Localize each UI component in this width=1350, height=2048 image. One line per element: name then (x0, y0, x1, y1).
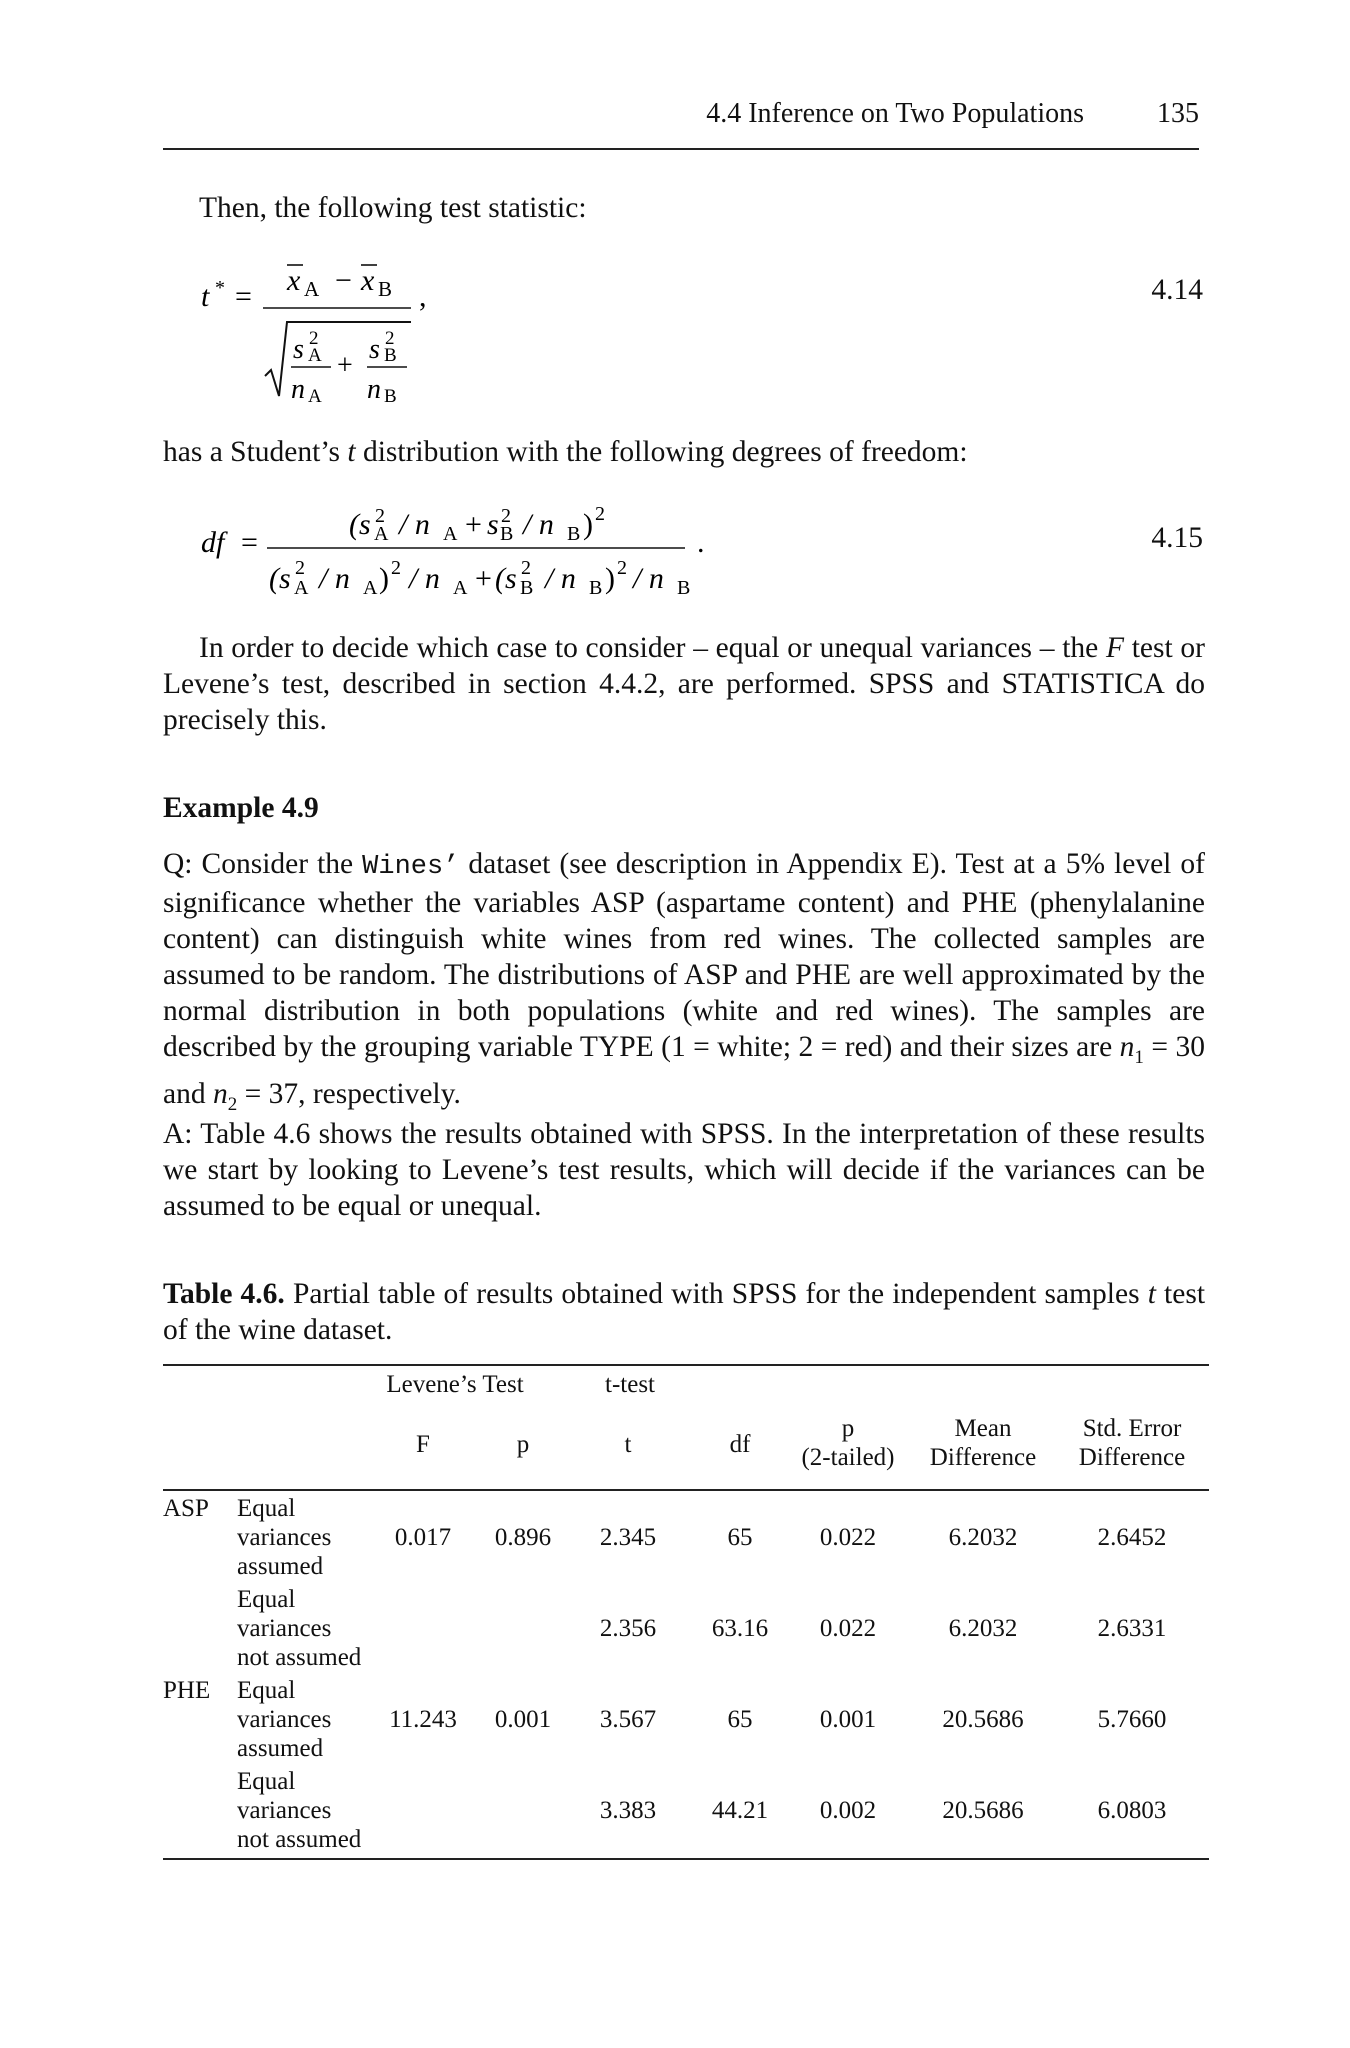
cell-md: 20.5686 (942, 1797, 1024, 1824)
cell-t: 2.345 (599, 1524, 657, 1551)
n1-symbol: n (1119, 1031, 1135, 1063)
svg-text:): ) (583, 508, 593, 541)
svg-text:B: B (567, 523, 581, 545)
equation-4-15 (163, 496, 1203, 606)
eq-equals: = (235, 280, 252, 313)
den-nA-sub: A (308, 386, 322, 407)
den-nA: n (291, 374, 305, 405)
svg-text:A: A (294, 577, 309, 599)
den-sB: s (369, 334, 380, 365)
header-p2tailed (788, 1414, 908, 1472)
svg-text:2: 2 (617, 557, 627, 579)
cond-asp-unequal (237, 1585, 377, 1672)
cell-t: 3.383 (599, 1797, 657, 1824)
num-minus: − (335, 264, 352, 297)
q-prefix: Q: Consider the (163, 848, 363, 880)
cell-md: 6.2032 (948, 1524, 1018, 1551)
svg-text:): ) (379, 562, 389, 595)
header-md-line1: Mean (954, 1415, 1012, 1442)
cond-line: not assumed (237, 1826, 362, 1853)
cell-F: 11.243 (389, 1706, 457, 1733)
den-nB: n (367, 374, 381, 405)
cond-line: variances (237, 1706, 332, 1733)
q-text: dataset (see description in Appendix E). Test at a 5% level of significance whether the variables ASP (aspartame content) and PHE (phenylalanine content) can distinguish white wines from red wines. The collected samples are assumed to be random. The distributions of ASP and PHE are well approximated by the normal distribution in both populations (white and red wines). The samples are described by the grouping variable TYPE (1 = white; 2 = red) and their sizes are (163, 848, 1205, 1063)
df-equals: = (241, 526, 258, 559)
cell-p2: 0.001 (819, 1706, 877, 1733)
caption-t: t (1147, 1278, 1156, 1310)
df-text-t: t (347, 436, 356, 468)
df-paragraph (163, 434, 1205, 470)
cond-phe-equal (237, 1676, 377, 1763)
table-caption (163, 1276, 1205, 1348)
den-sB-sub: B (384, 345, 397, 366)
caption-text: Partial table of results obtained with SPSS for the independent samples (284, 1278, 1148, 1310)
cell-se: 2.6331 (1097, 1615, 1167, 1642)
cell-md: 6.2032 (948, 1615, 1018, 1642)
cell-t: 3.567 (599, 1706, 657, 1733)
caption-end: test of the wine dataset. (163, 1278, 1206, 1346)
svg-text:): ) (605, 562, 615, 595)
svg-text:(s: (s (495, 562, 517, 595)
cond-line: variances (237, 1615, 332, 1642)
cond-line: variances (237, 1524, 332, 1551)
cond-line: variances (237, 1797, 332, 1824)
svg-text:B: B (500, 523, 514, 545)
svg-text:(s: (s (349, 508, 371, 541)
svg-text:A: A (363, 577, 378, 599)
cell-p2: 0.022 (819, 1615, 877, 1642)
cell-p2: 0.002 (819, 1797, 877, 1824)
df-formula (163, 496, 723, 606)
n1-value: = 30 and (163, 1031, 1205, 1110)
section-title: 4.4 Inference on Two Populations (706, 98, 1084, 129)
table-top-rule (163, 1364, 1209, 1366)
cell-se: 6.0803 (1097, 1797, 1167, 1824)
den-plus: + (337, 350, 353, 381)
var-phe: PHE (163, 1677, 211, 1704)
header-se-line2: Difference (1078, 1444, 1186, 1471)
header-md-line2: Difference (929, 1444, 1037, 1471)
cell-F: 0.017 (394, 1524, 452, 1551)
t-statistic-formula (163, 250, 663, 410)
cond-phe-unequal (237, 1767, 377, 1854)
cell-p2: 0.022 (819, 1524, 877, 1551)
header-df: df (729, 1431, 751, 1458)
cell-df: 65 (727, 1524, 753, 1551)
table-bottom-rule (163, 1858, 1209, 1860)
equation-number-4-15: 4.15 (1151, 522, 1203, 554)
cond-line: Equal (237, 1768, 296, 1795)
running-header (163, 98, 1199, 138)
den-nB-sub: B (384, 386, 397, 407)
svg-text:/ n: / n (319, 562, 350, 595)
svg-text:/ n: / n (545, 562, 576, 595)
table-header-rule (163, 1489, 1209, 1491)
svg-text:B: B (520, 577, 534, 599)
cell-se: 5.7660 (1097, 1706, 1167, 1733)
svg-text:+: + (475, 562, 492, 595)
equation-4-14 (163, 250, 1203, 410)
cond-asp-equal (237, 1494, 377, 1581)
den-sB-sq: 2 (385, 328, 395, 349)
var-asp: ASP (163, 1495, 209, 1522)
header-p2-line1: p (841, 1415, 855, 1442)
decide-text-b: test or Levene’s test, described in section 4.4.2, are performed. SPSS and STATISTICA do precisely this. (163, 632, 1205, 736)
n1-subscript: 1 (1134, 1046, 1144, 1068)
num-xA: x (287, 264, 301, 297)
df-period: . (697, 526, 705, 559)
cell-df: 63.16 (711, 1615, 769, 1642)
n2-value: = 37, respectively. (237, 1077, 461, 1110)
eq-lhs: t (201, 280, 210, 313)
header-se-line1: Std. Error (1082, 1415, 1182, 1442)
svg-text:2: 2 (295, 557, 305, 579)
cell-md: 20.5686 (942, 1706, 1024, 1733)
svg-text:2: 2 (521, 557, 531, 579)
svg-text:(s: (s (269, 562, 291, 595)
decide-text-F: F (1105, 632, 1125, 664)
header-mean-diff (918, 1414, 1048, 1472)
cell-se: 2.6452 (1097, 1524, 1167, 1551)
n2-symbol: n (212, 1077, 228, 1110)
svg-text:A: A (443, 523, 458, 545)
df-lhs: df (201, 526, 225, 559)
svg-text:/ n: / n (633, 562, 664, 595)
cell-t: 2.356 (599, 1615, 657, 1642)
eq-lhs-sup: * (215, 277, 225, 299)
page-number: 135 (1157, 98, 1199, 129)
decide-paragraph (163, 630, 1205, 738)
cond-line: not assumed (237, 1644, 362, 1671)
svg-text:/ n: / n (409, 562, 440, 595)
header-p2-line2: (2-tailed) (801, 1444, 895, 1471)
decide-text-a: In order to decide which case to consider – equal or unequal variances – the (199, 632, 1106, 664)
svg-text:B: B (677, 577, 691, 599)
svg-text:2: 2 (375, 505, 385, 527)
cell-p: 0.896 (494, 1524, 552, 1551)
svg-text:B: B (589, 577, 603, 599)
example-answer: A: Table 4.6 shows the results obtained with SPSS. In the interpretation of these results we start by looking to Levene’s test results, which will decide if the variances can be assumed to be equal or unequal. (163, 1118, 1205, 1222)
svg-text:+: + (465, 508, 482, 541)
n2-subscript: 2 (227, 1093, 238, 1115)
den-sA-sq: 2 (309, 328, 319, 349)
svg-text:/ n: / n (523, 508, 554, 541)
group-ttest: t-test (605, 1371, 655, 1398)
svg-text:2: 2 (595, 503, 605, 525)
cond-line: Equal (237, 1495, 296, 1522)
svg-text:2: 2 (501, 505, 511, 527)
df-text-a: has a Student’s (163, 436, 348, 468)
example-question (163, 846, 1205, 1123)
cell-df: 44.21 (711, 1797, 769, 1824)
cell-df: 65 (727, 1706, 753, 1733)
cond-line: Equal (237, 1677, 296, 1704)
header-rule (163, 148, 1199, 150)
header-F: F (416, 1431, 430, 1458)
cond-line: assumed (237, 1735, 324, 1762)
df-text-b: distribution with the following degrees of freedom: (355, 436, 968, 468)
num-sub-A: A (304, 277, 320, 301)
intro-sentence: Then, the following test statistic: (199, 192, 587, 224)
example-heading: Example 4.9 (163, 792, 319, 824)
svg-text:A: A (374, 523, 389, 545)
den-sA: s (293, 334, 304, 365)
header-std-error-diff (1062, 1414, 1202, 1472)
cond-line: Equal (237, 1586, 296, 1613)
cond-line: assumed (237, 1553, 324, 1580)
cell-p: 0.001 (494, 1706, 552, 1733)
svg-text:2: 2 (391, 557, 401, 579)
den-sA-sub: A (308, 345, 322, 366)
header-t: t (624, 1431, 632, 1458)
svg-text:s: s (487, 508, 499, 541)
equation-number-4-14: 4.14 (1151, 274, 1203, 306)
dataset-name: Wines’ (362, 852, 460, 882)
header-p: p (516, 1431, 530, 1458)
num-sub-B: B (378, 277, 393, 301)
num-xB: x (361, 264, 375, 297)
svg-text:/ n: / n (399, 508, 430, 541)
svg-text:A: A (453, 577, 468, 599)
caption-label: Table 4.6. (163, 1278, 285, 1310)
eq-comma: , (419, 280, 427, 313)
group-levene: Levene’s Test (386, 1371, 524, 1398)
